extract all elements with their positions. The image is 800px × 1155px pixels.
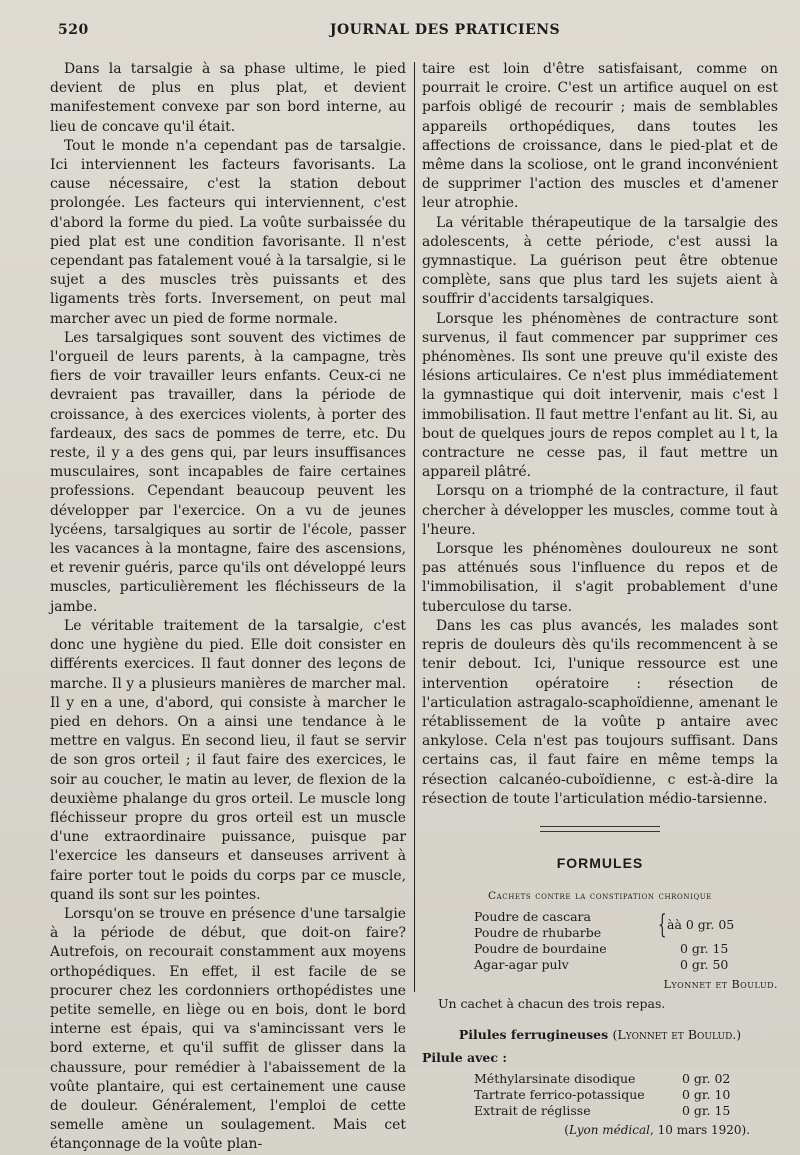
ingredient-row bbox=[422, 1071, 778, 1087]
ingredient-qty: 0 gr. 15 bbox=[682, 1103, 731, 1119]
ingredient-name: Agar-agar pulv bbox=[474, 956, 569, 972]
recipe-intro: Pilule avec : bbox=[422, 1050, 507, 1066]
section-divider bbox=[422, 819, 778, 838]
brace-icon: { bbox=[658, 909, 667, 940]
ingredient-name: Tartrate ferrico-potassique bbox=[474, 1087, 645, 1103]
source-date: , 10 mars 1920). bbox=[650, 1123, 750, 1138]
paragraph: taire est loin d'être satisfaisant, comme on pourrait le croire. C'est un artifice auquel on est parfois obligé de recourir ; mais de semblables appareils orthopédiques, dans toutes les affections de croissance, dans le pied-plat et de même dans la scoliose, ont le grand inconvénient de supprimer l'action des muscles et d'amener leur atrophie. bbox=[422, 61, 778, 212]
paragraph: Lorsqu'on se trouve en présence d'une tarsalgie à la période de début, que doit-on faire? Autrefois, on recourait constamment aux moyens orthopédiques. En effet, il est facile de se procurer chez les cordonniers orthopédistes une petite semelle, en liège ou en bois, dont le bord interne est épais, qui va s'amincissant vers le bord externe, et qu'il suffit de glisser dans la chaussure, pour remédier à l'abaissement de la voûte plantaire, qui est certainement une cause de douleur. Généralement, l'emploi de cette semelle amène un soulagement. Mais cet étançonnage de la voûte plan- bbox=[50, 905, 406, 1153]
left-column bbox=[50, 60, 406, 1155]
ingredient-row bbox=[422, 925, 778, 941]
recipe-note: Un cachet à chacun des trois repas. bbox=[438, 995, 666, 1011]
recipe-authors: (Lyonnet et Boulud.) bbox=[612, 1026, 742, 1042]
page-header bbox=[50, 22, 790, 44]
recipe-authors: Lyonnet et Boulud. bbox=[663, 977, 778, 991]
ingredient-row bbox=[422, 957, 778, 973]
ingredient-name: Méthylarsinate disodique bbox=[474, 1071, 636, 1087]
ingredient-qty: 0 gr. 02 bbox=[682, 1071, 731, 1087]
ingredient-name: Poudre de bourdaine bbox=[474, 940, 607, 956]
paragraph: Dans les cas plus avancés, les malades sont repris de douleurs dès qu'ils recommencent à se tenir debout. Ici, l'unique ressource est une intervention opératoire : résection de l'articulation astragalo-scaphoïdienne, amenant le rétablissement de la voûte p antaire avec ankylose. Cela n'est pas toujours suffisant. Dans certains cas, il faut faire en même temps la résection calcanéo-cuboïdienne, c est-à-dire la résection de toute l'articulation médio-tarsienne. bbox=[422, 617, 778, 807]
paragraph: Les tarsalgiques sont souvent des victimes de l'orgueil de leurs parents, à la campagne, très fiers de voir travailler leurs enfants. Ceux-ci ne devraient pas travailler, dans la période de croissance, à des exercices violents, à porter des fardeaux, des sacs de pommes de terre, etc. Du reste, il y a des gens qui, par leurs insuffisances musculaires, sont incapables de faire certaines professions. Cependant beaucoup peuvent les développer par l'exercice. On a vu de jeunes lycéens, tarsalgiques au sortir de l'école, passer les vacances à la montagne, faire des ascensions, et revenir guéris, parce qu'ils ont développé leurs muscles, particulièrement les fléchisseurs de la jambe. bbox=[50, 329, 406, 615]
page-number: 520 bbox=[58, 22, 89, 38]
paragraph: La véritable thérapeutique de la tarsalgie des adolescents, à cette période, c'est aussi la gymnastique. La guérison peut être obtenue complète, sans que plus tard les sujets aient à souffrir d'accidents tarsalgiques. bbox=[422, 214, 778, 308]
recipe-cachets bbox=[422, 887, 778, 1013]
paragraph: Lorsqu on a triomphé de la contracture, il faut chercher à développer les muscles, comme tout à l'heure. bbox=[422, 483, 778, 538]
right-column bbox=[422, 60, 778, 1141]
source-journal: Lyon médical bbox=[568, 1123, 650, 1138]
paragraph: Tout le monde n'a cependant pas de tarsalgie. Ici interviennent les facteurs favorisants. La cause nécessaire, c'est la station debout prolongée. Les facteurs qui interviennent, c'est d'abord la forme du pied. La voûte surbaissée du pied plat est une condition favorisante. Il n'est cependant pas fatalement voué à la tarsalgie, si le sujet a des muscles très puissants et des ligaments très forts. Inversement, on peut mal marcher avec un pied de forme normale. bbox=[50, 137, 406, 327]
journal-title: JOURNAL DES PRATICIENS bbox=[329, 22, 561, 38]
column-rule bbox=[414, 62, 415, 992]
ingredient-name: Poudre de cascara bbox=[474, 908, 591, 924]
paragraph: Le véritable traitement de la tarsalgie, c'est donc une hygiène du pied. Elle doit consister en différents exercices. Il faut donner des leçons de marche. Il y a plusieurs manières de marcher mal. Il y en a une, d'abord, qui consiste à marcher le pied en dehors. On a ainsi une tendance à le mettre en valgus. En second lieu, il faut se servir de son gros orteil ; il faut faire des exercices, le soir au coucher, le matin au lever, de flexion de la deuxième phalange du gros orteil. Le muscle long fléchisseur propre du gros orteil est un muscle d'une extraordinaire puissance, puisque par l'exercice les danseurs et danseuses arrivent à faire porter tout le poids du corps par ce muscle, quand ils sont sur les pointes. bbox=[50, 617, 406, 903]
ingredient-qty: 0 gr. 15 bbox=[680, 940, 729, 956]
recipe-title: Cachets contre la constipation chronique bbox=[487, 890, 713, 903]
recipe-title bbox=[422, 1025, 778, 1044]
ingredient-row bbox=[422, 1087, 778, 1103]
recipe-pilules bbox=[422, 1025, 778, 1141]
recipe-title-text: Pilules ferrugineuses bbox=[458, 1026, 609, 1042]
ingredient-qty: 0 gr. 10 bbox=[682, 1087, 731, 1103]
ingredient-row bbox=[422, 941, 778, 957]
ingredient-list bbox=[422, 909, 778, 973]
paragraph: Dans la tarsalgie à sa phase ultime, le pied devient de plus en plus plat, et devient manifestement convexe par son bord interne, au lieu de concave qu'il était. bbox=[50, 61, 406, 135]
recipe-source: (Lyon médical, 10 mars 1920). bbox=[564, 1123, 750, 1138]
formules-heading: FORMULES bbox=[556, 855, 644, 872]
ingredient-name: Extrait de réglisse bbox=[474, 1103, 591, 1119]
ingredient-qty: 0 gr. 50 bbox=[680, 956, 729, 972]
ingredient-name: Poudre de rhubarbe bbox=[474, 924, 602, 940]
ingredient-row bbox=[422, 1103, 778, 1119]
paragraph: Lorsque les phénomènes de contracture sont survenus, il faut commencer par supprimer ces phénomènes. Ils sont une preuve qu'il existe des lésions articulaires. Ce n'est plus immédiatement la gymnastique qui doit intervenir, mais c'est l immobilisation. Il faut mettre l'enfant au lit. Si, au bout de quelques jours de repos complet au l t, la contracture ne cesse pas, il faut mettre un appareil plâtré. bbox=[422, 310, 778, 481]
paragraph: Lorsque les phénomènes douloureux ne sont pas atténués sous l'influence du repos et de l'immobilisation, il s'agit probablement d'une tuberculose du tarse. bbox=[422, 541, 778, 615]
ingredient-qty-shared: àà 0 gr. 05 bbox=[667, 916, 735, 932]
